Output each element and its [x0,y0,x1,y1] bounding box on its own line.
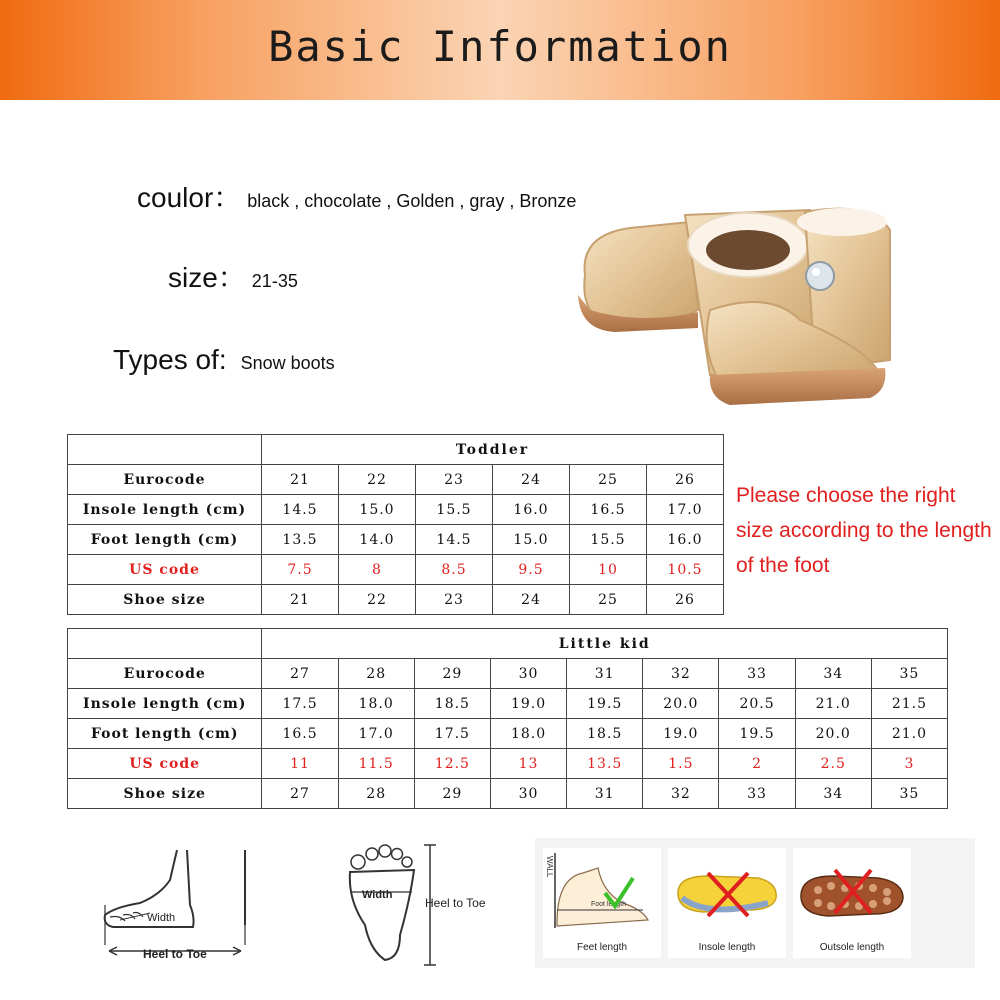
size-advice-note: Please choose the right size according to the length of the foot [736,484,992,577]
table-cell: 14.5 [416,525,493,555]
table-cell: 19.5 [567,689,643,719]
table-cell: 22 [339,465,416,495]
table-cell: 13.5 [567,749,643,779]
table-cell: 7.5 [262,555,339,585]
type-row [113,344,335,376]
table-cell: 32 [643,779,719,809]
table-cell: 24 [493,585,570,615]
table-cell: 20.5 [719,689,795,719]
table-row [68,585,724,615]
table-cell: 31 [567,779,643,809]
table-cell: 16.5 [570,495,647,525]
row-label: Insole length (cm) [68,689,262,719]
row-label: Shoe size [68,779,262,809]
table-cell: 17.0 [338,719,414,749]
top-heel-to-toe-label: Heel to Toe [425,896,486,910]
table-cell: 12.5 [414,749,490,779]
table-cell: 15.0 [493,525,570,555]
row-label: Foot length (cm) [68,719,262,749]
size-value: 21-35 [251,271,298,291]
color-label: coulor： [137,182,242,213]
table-cell: 35 [871,779,947,809]
table-corner [68,629,262,659]
table-cell: 27 [262,659,338,689]
table-cell: 10.5 [647,555,724,585]
table-cell: 18.0 [338,689,414,719]
insole-length-panel [668,848,786,958]
toddler-title: Toddler [262,435,724,465]
table-cell: 28 [338,659,414,689]
table-cell: 26 [647,465,724,495]
feet-length-panel [543,848,661,958]
table-cell: 21.0 [871,719,947,749]
type-label: Types of: [113,344,227,375]
table-cell: 21 [262,465,339,495]
table-cell: 20.0 [643,689,719,719]
little-kid-title: Little kid [262,629,948,659]
wall-label: WALL [545,856,554,878]
table-cell: 21 [262,585,339,615]
foot-side-diagram [95,845,255,970]
table-cell: 23 [416,465,493,495]
row-label: Shoe size [68,585,262,615]
table-cell: 19.0 [643,719,719,749]
table-cell: 22 [339,585,416,615]
color-row [137,176,576,216]
table-cell: 30 [490,659,566,689]
outsole-illustration [793,848,911,938]
insole-length-label: Insole length [698,942,756,953]
table-cell: 17.5 [262,689,338,719]
table-cell: 28 [338,779,414,809]
table-row [68,779,948,809]
table-cell: 19.0 [490,689,566,719]
table-cell: 21.5 [871,689,947,719]
table-cell: 30 [490,779,566,809]
table-row [68,749,948,779]
table-cell: 14.5 [262,495,339,525]
table-cell: 17.5 [414,719,490,749]
table-cell: 33 [719,659,795,689]
measurement-guide-frame [535,838,975,968]
table-row [68,689,948,719]
row-label: Foot length (cm) [68,525,262,555]
row-label: Eurocode [68,465,262,495]
header-banner [0,0,1000,100]
table-cell: 13.5 [262,525,339,555]
type-value: Snow boots [240,353,335,373]
table-cell: 2 [719,749,795,779]
feet-length-illustration [543,848,661,938]
page-title: Basic Information [268,22,732,71]
table-cell: 32 [643,659,719,689]
toddler-size-table [67,434,724,615]
table-cell: 18.5 [567,719,643,749]
table-cell: 29 [414,779,490,809]
table-row [68,525,724,555]
table-cell: 16.0 [647,525,724,555]
foot-top-diagram [340,840,510,970]
table-cell: 15.5 [570,525,647,555]
table-cell: 26 [647,585,724,615]
outsole-length-label: Outsole length [819,942,885,953]
table-row [68,495,724,525]
table-cell: 24 [493,465,570,495]
table-cell: 23 [416,585,493,615]
foot-length-tag: Foot length [591,901,627,908]
table-cell: 16.5 [262,719,338,749]
table-cell: 19.5 [719,719,795,749]
side-width-label: Width [147,912,176,924]
row-label: US code [68,555,262,585]
table-cell: 8.5 [416,555,493,585]
outsole-length-panel [793,848,911,958]
table-cell: 33 [719,779,795,809]
table-row [68,465,724,495]
table-cell: 27 [262,779,338,809]
table-row [68,719,948,749]
table-cell: 18.5 [414,689,490,719]
table-cell: 25 [570,585,647,615]
snow-boot-image [570,200,990,430]
size-label: size： [168,262,246,293]
table-cell: 11 [262,749,338,779]
feet-length-label: Feet length [576,942,628,953]
table-cell: 20.0 [795,719,871,749]
table-cell: 21.0 [795,689,871,719]
table-cell: 34 [795,779,871,809]
color-value: black , chocolate , Golden , gray , Bronze [247,191,577,211]
table-cell: 8 [339,555,416,585]
table-cell: 9.5 [493,555,570,585]
table-cell: 2.5 [795,749,871,779]
table-row [68,555,724,585]
table-cell: 34 [795,659,871,689]
table-cell: 29 [414,659,490,689]
top-width-label: Width [362,889,393,901]
table-cell: 15.5 [416,495,493,525]
table-cell: 15.0 [339,495,416,525]
row-label: US code [68,749,262,779]
row-label: Insole length (cm) [68,495,262,525]
table-cell: 11.5 [338,749,414,779]
table-cell: 16.0 [493,495,570,525]
little-kid-size-table [67,628,948,809]
size-row [168,256,298,296]
side-heel-to-toe-label: Heel to Toe [143,947,207,961]
insole-illustration [668,848,786,938]
table-cell: 1.5 [643,749,719,779]
table-cell: 35 [871,659,947,689]
table-cell: 25 [570,465,647,495]
table-row [68,659,948,689]
table-cell: 17.0 [647,495,724,525]
row-label: Eurocode [68,659,262,689]
table-cell: 3 [871,749,947,779]
table-cell: 31 [567,659,643,689]
table-cell: 10 [570,555,647,585]
table-cell: 13 [490,749,566,779]
table-cell: 18.0 [490,719,566,749]
table-corner [68,435,262,465]
table-cell: 14.0 [339,525,416,555]
